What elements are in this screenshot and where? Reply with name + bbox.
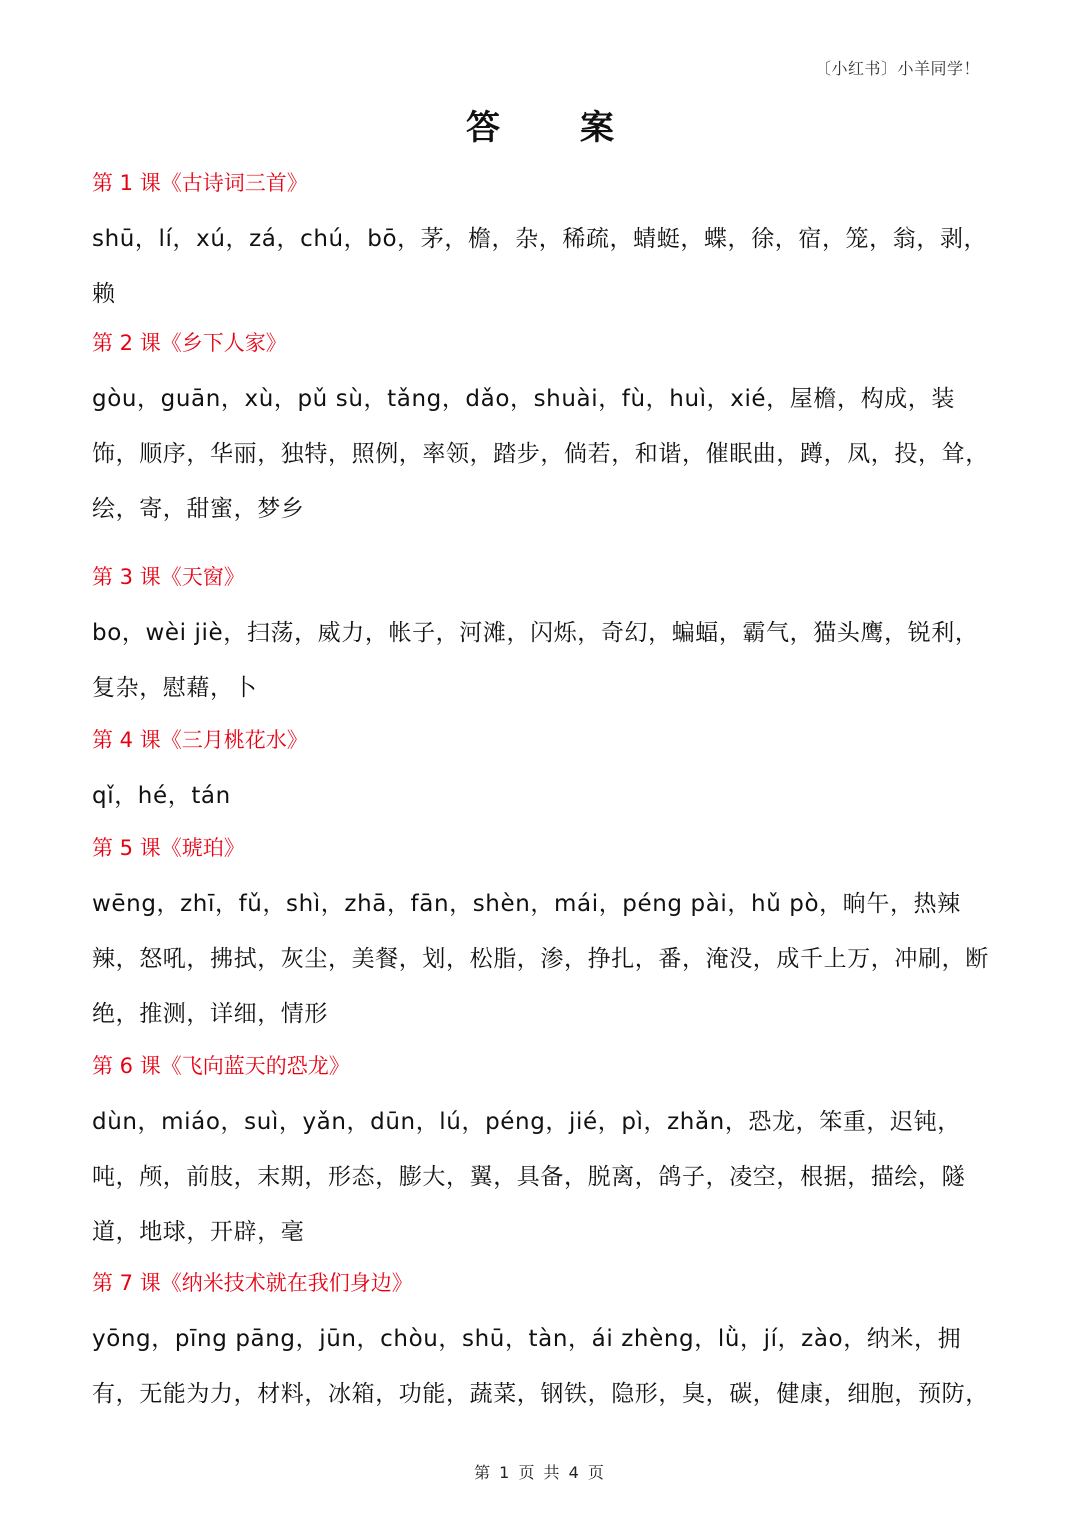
lesson-answers: shū，lí，xú，zá，chú，bō，茅，檐，杂，稀疏，蜻蜓，蝶，徐，宿，笼，翁，剥，赖	[92, 226, 988, 307]
lesson-6	[92, 1051, 992, 1260]
lesson-answers: dùn，miáo，suì，yǎn，dūn，lú，péng，jié，pì，zhǎn，恐龙，笨重，迟钝，吨，颅，前肢，末期，形态，膨大，翼，具备，脱离，鸽子，凌空，根据，描绘，隧道，地球，开辟，毫	[92, 1109, 966, 1245]
lesson-answers: qǐ，hé，tán	[92, 783, 231, 809]
page-title: 答案	[466, 108, 694, 148]
lesson-answers: wēng，zhī，fǔ，shì，zhā，fān，shèn，mái，péng pài，hǔ pò，晌午，热辣辣，怒吼，拂拭，灰尘，美餐，划，松脂，渗，挣扎，番，淹没，成千上万，冲刷，断绝，推测，详细，情形	[92, 891, 989, 1027]
lesson-heading: 第 7 课《纳米技术就在我们身边》	[92, 1271, 413, 1295]
lesson-7	[92, 1268, 992, 1422]
lesson-5	[92, 833, 992, 1042]
lesson-answers: gòu，guān，xù，pǔ sù，tǎng，dǎo，shuài，fù，huì，xié，屋檐，构成，装饰，顺序，华丽，独特，照例，率领，踏步，倘若，和谐，催眠曲，蹲，凤，投，耸，绘，寄，甜蜜，梦乡	[92, 386, 989, 522]
lesson-2	[92, 328, 992, 537]
lesson-heading: 第 4 课《三月桃花水》	[92, 728, 308, 752]
lesson-3	[92, 562, 992, 716]
lesson-4	[92, 725, 992, 824]
lesson-answers: bo，wèi jiè，扫荡，威力，帐子，河滩，闪烁，奇幻，蝙蝠，霸气，猫头鹰，锐利，复杂，慰藉，卜	[92, 620, 979, 701]
lesson-heading: 第 3 课《天窗》	[92, 565, 245, 589]
lesson-heading: 第 1 课《古诗词三首》	[92, 171, 308, 195]
lesson-1	[92, 168, 992, 322]
page-footer: 第 1 页 共 4 页	[474, 1463, 606, 1482]
lesson-answers: yōng，pīng pāng，jūn，chòu，shū，tàn，ái zhèng，lǜ，jí，zào，纳米，拥有，无能为力，材料，冰箱，功能，蔬菜，钢铁，隐形，臭，碳，健康，细胞，预防，	[92, 1326, 989, 1407]
lesson-heading: 第 5 课《琥珀》	[92, 836, 245, 860]
lesson-heading: 第 2 课《乡下人家》	[92, 331, 287, 355]
lesson-heading: 第 6 课《飞向蓝天的恐龙》	[92, 1054, 350, 1078]
watermark: 〔小红书〕小羊同学！	[814, 59, 980, 78]
